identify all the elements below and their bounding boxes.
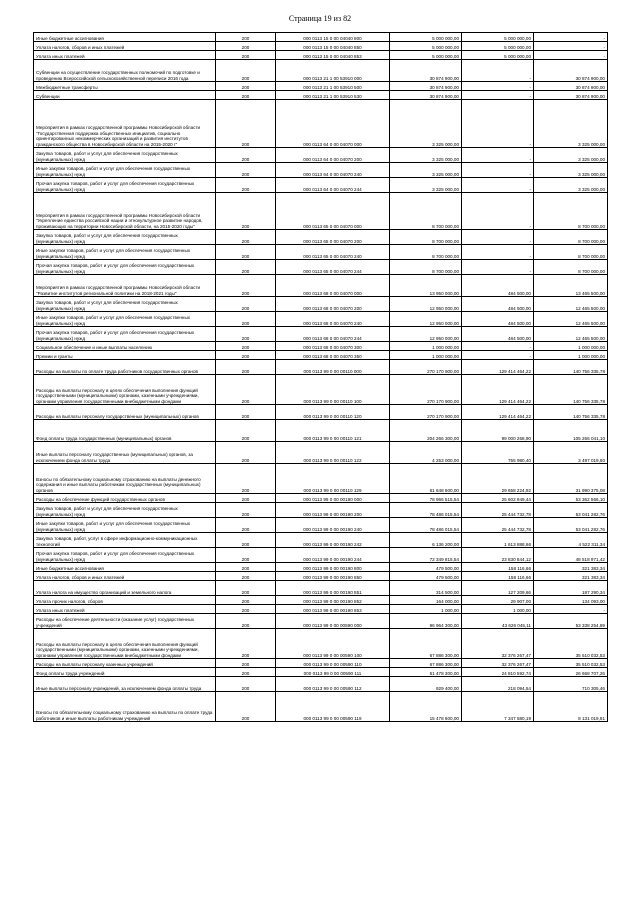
row-admin-code: 200 — [216, 100, 276, 148]
row-name: Уплата налога на имущество организаций и земельного налога — [34, 581, 216, 596]
row-classification-code: 000 0113 99 0 00 00190 200 — [276, 503, 390, 518]
table-row — [34, 572, 608, 581]
row-admin-code: 200 — [216, 342, 276, 351]
table-row — [34, 178, 608, 193]
row-remaining-amount: 321 383,34 — [534, 563, 608, 572]
row-remaining-amount: 321 383,34 — [534, 572, 608, 581]
budget-table — [33, 32, 608, 722]
row-approved-amount: 1 000,00 — [390, 605, 462, 614]
row-executed-amount: 29 907,00 — [462, 596, 534, 605]
row-name: Иные закупки товаров, работ и услуг для обеспечения государственных (муниципальных) нужд — [34, 163, 216, 178]
row-executed-amount: 23 830 844,12 — [462, 548, 534, 563]
row-name: Прочая закупка товаров, работ и услуг для обеспечения государственных (муниципальных) нужд — [34, 260, 216, 275]
row-executed-amount: 129 414 464,22 — [462, 405, 534, 420]
row-executed-amount: 99 000 268,90 — [462, 420, 534, 442]
row-name: Расходы на выплаты по оплате труда работников государственных органов — [34, 360, 216, 375]
row-remaining-amount: 35 510 032,53 — [534, 629, 608, 659]
row-remaining-amount: 187 290,34 — [534, 581, 608, 596]
table-row — [34, 420, 608, 442]
row-approved-amount: 929 400,00 — [390, 677, 462, 692]
row-name: Прочая закупка товаров, работ и услуг для обеспечения государственных (муниципальных) нужд — [34, 327, 216, 342]
row-name: Мероприятия в рамках государственной программы Новосибирской области "Развитие институтов региональной политики на 2018-2021 годы" — [34, 275, 216, 297]
row-admin-code: 200 — [216, 91, 276, 100]
row-name: Фонд оплаты труда учреждений — [34, 668, 216, 677]
table-row — [34, 548, 608, 563]
row-approved-amount: 51 478 300,00 — [390, 668, 462, 677]
row-remaining-amount: 30 874 900,00 — [534, 82, 608, 91]
row-classification-code: 000 0113 21 1 00 53910 530 — [276, 91, 390, 100]
row-approved-amount: 12 950 000,00 — [390, 312, 462, 327]
row-remaining-amount: 53 338 254,89 — [534, 614, 608, 629]
row-approved-amount: 8 700 000,00 — [390, 245, 462, 260]
table-row — [34, 360, 608, 375]
row-name: Иные закупки товаров, работ и услуг для обеспечения государственных (муниципальных) нужд — [34, 312, 216, 327]
row-remaining-amount: 710 305,46 — [534, 677, 608, 692]
table-row — [34, 33, 608, 42]
row-remaining-amount: 3 325 000,00 — [534, 148, 608, 163]
row-executed-amount: 5 000 000,00 — [462, 33, 534, 42]
row-approved-amount: 3 325 000,00 — [390, 163, 462, 178]
row-executed-amount: 1 613 888,66 — [462, 533, 534, 548]
row-classification-code: 000 0113 68 0 00 04070 000 — [276, 275, 390, 297]
row-approved-amount: 270 170 900,00 — [390, 360, 462, 375]
table-row — [34, 82, 608, 91]
row-classification-code: 000 0113 99 0 00 00110 121 — [276, 420, 390, 442]
row-approved-amount: 5 000 000,00 — [390, 42, 462, 51]
row-executed-amount: - — [462, 100, 534, 148]
row-name: Мероприятия в рамках государственной программы Новосибирской области "Укрепление единства российской нации и этнокультурное развитие народов, проживающих на территории Новосибирской области, на 2015-2020 годы" — [34, 193, 216, 230]
row-approved-amount: 61 648 600,00 — [390, 464, 462, 494]
row-admin-code: 200 — [216, 33, 276, 42]
row-remaining-amount: 31 990 375,08 — [534, 464, 608, 494]
row-remaining-amount: 12 465 500,00 — [534, 297, 608, 312]
row-admin-code: 200 — [216, 312, 276, 327]
row-executed-amount: 5 000 000,00 — [462, 51, 534, 60]
row-executed-amount: 43 626 045,11 — [462, 614, 534, 629]
row-executed-amount: - — [462, 163, 534, 178]
row-classification-code: 000 0113 64 0 00 04070 244 — [276, 178, 390, 193]
row-approved-amount: 3 325 000,00 — [390, 178, 462, 193]
row-name: Уплата иных платежей — [34, 605, 216, 614]
row-name: Иные выплаты персоналу государственных (муниципальных) органов, за исключением фонда оплаты труда — [34, 442, 216, 464]
row-admin-code: 200 — [216, 659, 276, 668]
row-approved-amount: 78 486 015,54 — [390, 503, 462, 518]
row-admin-code: 200 — [216, 629, 276, 659]
row-remaining-amount: 3 325 000,00 — [534, 100, 608, 148]
row-admin-code: 200 — [216, 163, 276, 178]
row-remaining-amount: 3 325 000,00 — [534, 178, 608, 193]
row-admin-code: 200 — [216, 327, 276, 342]
row-name: Расходы на обеспечение функций государственных органов — [34, 494, 216, 503]
row-remaining-amount: 105 266 041,10 — [534, 420, 608, 442]
row-name: Субвенции на осуществление государственных полномочий по подготовке и проведению Всероссийской сельскохозяйственной переписи 2016 года — [34, 60, 216, 82]
row-executed-amount: 24 810 592,74 — [462, 668, 534, 677]
row-remaining-amount: 35 510 032,53 — [534, 659, 608, 668]
row-admin-code: 200 — [216, 245, 276, 260]
row-name: Закупка товаров, работ и услуг для обеспечения государственных (муниципальных) нужд — [34, 503, 216, 518]
table-row — [34, 629, 608, 659]
row-executed-amount: - — [462, 148, 534, 163]
row-approved-amount: 479 500,00 — [390, 572, 462, 581]
row-classification-code: 000 0113 21 1 00 53910 500 — [276, 82, 390, 91]
row-classification-code: 000 0113 68 0 00 04070 200 — [276, 297, 390, 312]
row-name: Социальное обеспечение и иные выплаты населению — [34, 342, 216, 351]
row-remaining-amount: 30 874 900,00 — [534, 91, 608, 100]
row-classification-code: 000 0113 99 0 00 00190 244 — [276, 548, 390, 563]
row-classification-code: 000 0113 99 0 00 00190 242 — [276, 533, 390, 548]
table-row — [34, 163, 608, 178]
row-name: Иные закупки товаров, работ и услуг для обеспечения государственных (муниципальных) нужд — [34, 245, 216, 260]
row-executed-amount: 484 500,00 — [462, 312, 534, 327]
table-row — [34, 351, 608, 360]
row-remaining-amount: - — [534, 33, 608, 42]
row-approved-amount: 12 950 000,00 — [390, 327, 462, 342]
row-remaining-amount: 12 465 500,00 — [534, 312, 608, 327]
row-name: Иные бюджетные ассигнования — [34, 563, 216, 572]
row-approved-amount: 30 874 900,00 — [390, 91, 462, 100]
row-name: Премии и гранты — [34, 351, 216, 360]
row-admin-code: 200 — [216, 405, 276, 420]
row-executed-amount: - — [462, 260, 534, 275]
row-classification-code: 000 0113 68 0 00 04070 300 — [276, 342, 390, 351]
row-approved-amount: 30 874 900,00 — [390, 82, 462, 91]
row-name: Фонд оплаты труда государственных (муниципальных) органов — [34, 420, 216, 442]
row-admin-code: 200 — [216, 548, 276, 563]
row-admin-code: 200 — [216, 494, 276, 503]
row-classification-code: 000 0113 99 0 00 00190 852 — [276, 596, 390, 605]
row-admin-code: 200 — [216, 230, 276, 245]
table-row — [34, 596, 608, 605]
table-row — [34, 375, 608, 405]
row-remaining-amount: 134 093,00 — [534, 596, 608, 605]
row-remaining-amount: 4 522 311,34 — [534, 533, 608, 548]
row-approved-amount: 1 000 000,00 — [390, 351, 462, 360]
row-classification-code: 000 0113 65 0 00 04070 200 — [276, 230, 390, 245]
row-executed-amount: - — [462, 230, 534, 245]
row-remaining-amount: 8 131 019,81 — [534, 692, 608, 722]
row-executed-amount: 25 602 949,44 — [462, 494, 534, 503]
row-remaining-amount: 8 700 000,00 — [534, 230, 608, 245]
row-executed-amount: 127 209,66 — [462, 581, 534, 596]
row-admin-code: 200 — [216, 375, 276, 405]
row-approved-amount: 5 000 000,00 — [390, 51, 462, 60]
row-approved-amount: 270 170 900,00 — [390, 405, 462, 420]
row-approved-amount: 8 700 000,00 — [390, 193, 462, 230]
table-row — [34, 533, 608, 548]
row-executed-amount: 5 000 000,00 — [462, 42, 534, 51]
row-approved-amount: 204 266 300,00 — [390, 420, 462, 442]
row-classification-code: 000 0113 99 0 00 00190 853 — [276, 605, 390, 614]
row-remaining-amount: 3 497 019,60 — [534, 442, 608, 464]
row-remaining-amount: 53 041 282,76 — [534, 503, 608, 518]
row-approved-amount: 72 349 815,54 — [390, 548, 462, 563]
row-name: Закупка товаров, работ и услуг для обеспечения государственных (муниципальных) нужд — [34, 230, 216, 245]
row-classification-code: 000 0113 64 0 00 04070 000 — [276, 100, 390, 148]
row-admin-code: 200 — [216, 503, 276, 518]
row-admin-code: 200 — [216, 51, 276, 60]
row-remaining-amount: 140 756 335,78 — [534, 405, 608, 420]
row-remaining-amount: 3 325 000,00 — [534, 163, 608, 178]
row-classification-code: 000 0113 99 0 00 00190 851 — [276, 581, 390, 596]
row-approved-amount: 164 000,00 — [390, 596, 462, 605]
row-name: Взносы по обязательному социальному страхованию на выплаты денежного содержания и иные выплаты работникам государственных (муниципальных) органов — [34, 464, 216, 494]
table-row — [34, 563, 608, 572]
table-row — [34, 297, 608, 312]
row-executed-amount: 484 500,00 — [462, 275, 534, 297]
table-row — [34, 245, 608, 260]
row-name: Уплата налогов, сборов и иных платежей — [34, 572, 216, 581]
row-executed-amount: 158 116,66 — [462, 572, 534, 581]
row-admin-code: 200 — [216, 148, 276, 163]
row-executed-amount: 1 000,00 — [462, 605, 534, 614]
row-classification-code: 000 0113 68 0 00 04070 350 — [276, 351, 390, 360]
row-admin-code: 200 — [216, 178, 276, 193]
table-row — [34, 342, 608, 351]
table-row — [34, 275, 608, 297]
row-remaining-amount: - — [534, 51, 608, 60]
row-classification-code: 000 0113 99 0 00 00190 850 — [276, 572, 390, 581]
row-admin-code: 200 — [216, 82, 276, 91]
row-classification-code: 000 0113 99 0 00 00590 100 — [276, 629, 390, 659]
row-admin-code: 200 — [216, 692, 276, 722]
row-approved-amount: 8 700 000,00 — [390, 260, 462, 275]
table-row — [34, 91, 608, 100]
row-classification-code: 000 0113 21 1 00 53910 000 — [276, 60, 390, 82]
table-row — [34, 464, 608, 494]
row-executed-amount: - — [462, 342, 534, 351]
row-remaining-amount: - — [534, 42, 608, 51]
row-remaining-amount: 48 518 971,42 — [534, 548, 608, 563]
row-remaining-amount: 140 756 335,78 — [534, 360, 608, 375]
row-classification-code: 000 0113 99 0 00 00590 000 — [276, 614, 390, 629]
row-admin-code: 200 — [216, 518, 276, 533]
row-approved-amount: 6 136 200,00 — [390, 533, 462, 548]
row-remaining-amount: 30 874 900,00 — [534, 60, 608, 82]
row-approved-amount: 479 500,00 — [390, 563, 462, 572]
row-executed-amount: 484 500,00 — [462, 327, 534, 342]
table-row — [34, 581, 608, 596]
row-remaining-amount: 53 362 566,10 — [534, 494, 608, 503]
row-admin-code: 200 — [216, 193, 276, 230]
row-remaining-amount: 8 700 000,00 — [534, 260, 608, 275]
row-name: Прочая закупка товаров, работ и услуг для обеспечения государственных (муниципальных) нужд — [34, 178, 216, 193]
row-executed-amount: - — [462, 351, 534, 360]
row-admin-code: 200 — [216, 677, 276, 692]
row-admin-code: 200 — [216, 442, 276, 464]
row-classification-code: 000 0113 65 0 00 04070 244 — [276, 260, 390, 275]
row-executed-amount: 484 500,00 — [462, 297, 534, 312]
row-executed-amount: - — [462, 82, 534, 91]
row-remaining-amount: 1 000 000,00 — [534, 351, 608, 360]
row-remaining-amount: 12 465 500,00 — [534, 327, 608, 342]
row-admin-code: 200 — [216, 533, 276, 548]
table-row — [34, 659, 608, 668]
row-classification-code: 000 0113 64 0 00 04070 240 — [276, 163, 390, 178]
row-name: Мероприятия в рамках государственной программы Новосибирской области "Государственная поддержка общественных инициатив, социально ориентированных некоммерческих организаций и развития институтов гражданского общества в Новосибирской области на 2015-2020 г" — [34, 100, 216, 148]
table-row — [34, 148, 608, 163]
row-approved-amount: 1 000 000,00 — [390, 342, 462, 351]
row-remaining-amount: 53 041 282,76 — [534, 518, 608, 533]
row-approved-amount: 5 000 000,00 — [390, 33, 462, 42]
row-classification-code: 000 0113 99 0 00 00110 129 — [276, 464, 390, 494]
row-executed-amount: 7 347 580,19 — [462, 692, 534, 722]
row-executed-amount: 29 658 224,92 — [462, 464, 534, 494]
table-row — [34, 51, 608, 60]
row-admin-code: 200 — [216, 668, 276, 677]
row-name: Иные выплаты персоналу учреждений, за исключением фонда оплаты труда — [34, 677, 216, 692]
row-admin-code: 200 — [216, 563, 276, 572]
row-classification-code: 000 0113 99 0 00 00190 240 — [276, 518, 390, 533]
table-row — [34, 677, 608, 692]
row-name: Иные бюджетные ассигнования — [34, 33, 216, 42]
row-name: Закупка товаров, работ и услуг для обеспечения государственных (муниципальных) нужд — [34, 297, 216, 312]
row-admin-code: 200 — [216, 581, 276, 596]
row-executed-amount: - — [462, 245, 534, 260]
table-row — [34, 442, 608, 464]
table-row — [34, 327, 608, 342]
table-row — [34, 605, 608, 614]
table-row — [34, 60, 608, 82]
row-remaining-amount: 8 700 000,00 — [534, 245, 608, 260]
row-executed-amount: - — [462, 193, 534, 230]
row-classification-code: 000 0113 99 0 00 00190 000 — [276, 494, 390, 503]
row-admin-code: 200 — [216, 351, 276, 360]
row-admin-code: 200 — [216, 420, 276, 442]
table-row — [34, 230, 608, 245]
row-approved-amount: 78 966 515,54 — [390, 494, 462, 503]
table-row — [34, 692, 608, 722]
row-approved-amount: 3 325 000,00 — [390, 100, 462, 148]
row-executed-amount: 755 980,40 — [462, 442, 534, 464]
row-name: Иные закупки товаров, работ и услуг для обеспечения государственных (муниципальных) нужд — [34, 518, 216, 533]
row-executed-amount: - — [462, 60, 534, 82]
row-executed-amount: 25 444 732,78 — [462, 518, 534, 533]
row-classification-code: 000 0113 64 0 00 04070 200 — [276, 148, 390, 163]
row-admin-code: 200 — [216, 260, 276, 275]
row-admin-code: 200 — [216, 464, 276, 494]
row-classification-code: 000 0113 15 0 00 04040 850 — [276, 42, 390, 51]
row-classification-code: 000 0113 99 0 00 00110 122 — [276, 442, 390, 464]
row-approved-amount: 3 325 000,00 — [390, 148, 462, 163]
row-approved-amount: 8 700 000,00 — [390, 230, 462, 245]
row-classification-code: 000 0113 99 0 00 00590 110 — [276, 659, 390, 668]
table-row — [34, 503, 608, 518]
row-name: Прочая закупка товаров, работ и услуг для обеспечения государственных (муниципальных) нужд — [34, 548, 216, 563]
table-row — [34, 614, 608, 629]
row-classification-code: 000 0113 68 0 00 04070 244 — [276, 327, 390, 342]
row-executed-amount: 129 414 464,22 — [462, 375, 534, 405]
table-row — [34, 100, 608, 148]
row-approved-amount: 30 874 900,00 — [390, 60, 462, 82]
table-row — [34, 193, 608, 230]
row-classification-code: 000 0113 65 0 00 04070 240 — [276, 245, 390, 260]
table-row — [34, 518, 608, 533]
row-executed-amount: 129 414 464,22 — [462, 360, 534, 375]
row-classification-code: 000 0113 65 0 00 04070 000 — [276, 193, 390, 230]
row-name: Уплата налогов, сборов и иных платежей — [34, 42, 216, 51]
row-executed-amount: 25 444 732,78 — [462, 503, 534, 518]
row-executed-amount: 32 376 267,47 — [462, 629, 534, 659]
row-classification-code: 000 0113 99 0 00 00590 119 — [276, 692, 390, 722]
table-row — [34, 260, 608, 275]
row-classification-code: 000 0113 68 0 00 04070 240 — [276, 312, 390, 327]
row-approved-amount: 96 964 300,00 — [390, 614, 462, 629]
row-name: Взносы по обязательному социальному страхованию на выплаты по оплате труда работников и иные выплаты работникам учреждений — [34, 692, 216, 722]
table-row — [34, 494, 608, 503]
row-approved-amount: 270 170 900,00 — [390, 375, 462, 405]
row-remaining-amount: 13 465 500,00 — [534, 275, 608, 297]
table-row — [34, 42, 608, 51]
row-classification-code: 000 0113 99 0 00 00590 111 — [276, 668, 390, 677]
row-approved-amount: 78 486 015,54 — [390, 518, 462, 533]
row-executed-amount: - — [462, 91, 534, 100]
row-name: Расходы на выплаты персоналу в целях обеспечения выполнения функций государственными (муниципальными) органами, казенными учреждениями, органами управления государственными внебюджетными фондами — [34, 375, 216, 405]
row-remaining-amount: - — [534, 605, 608, 614]
row-remaining-amount: 140 756 335,78 — [534, 375, 608, 405]
row-approved-amount: 13 950 000,00 — [390, 275, 462, 297]
row-name: Закупка товаров, работ и услуг для обеспечения государственных (муниципальных) нужд — [34, 148, 216, 163]
row-approved-amount: 67 886 300,00 — [390, 629, 462, 659]
row-executed-amount: - — [462, 178, 534, 193]
row-remaining-amount: 8 700 000,00 — [534, 193, 608, 230]
row-name: Уплата иных платежей — [34, 51, 216, 60]
row-name: Субвенции — [34, 91, 216, 100]
row-admin-code: 200 — [216, 275, 276, 297]
row-admin-code: 200 — [216, 42, 276, 51]
row-name: Закупка товаров, работ, услуг в сфере информационно-коммуникационных технологий — [34, 533, 216, 548]
row-classification-code: 000 0113 15 0 00 04040 853 — [276, 51, 390, 60]
row-admin-code: 200 — [216, 596, 276, 605]
row-admin-code: 200 — [216, 60, 276, 82]
row-name: Расходы на выплаты персоналу в целях обеспечения выполнения функций государственными (муниципальными) органами, казенными учреждениями, органами управления государственными внебюджетными фондами — [34, 629, 216, 659]
row-name: Расходы на обеспечение деятельности (оказание услуг) государственных учреждений — [34, 614, 216, 629]
row-remaining-amount: 1 000 000,00 — [534, 342, 608, 351]
row-classification-code: 000 0113 99 0 00 00110 120 — [276, 405, 390, 420]
row-name: Расходы на выплаты персоналу государственных (муниципальных) органов — [34, 405, 216, 420]
row-approved-amount: 67 886 300,00 — [390, 659, 462, 668]
row-executed-amount: 218 094,54 — [462, 677, 534, 692]
row-approved-amount: 4 253 000,00 — [390, 442, 462, 464]
row-approved-amount: 12 950 000,00 — [390, 297, 462, 312]
row-name: Расходы на выплаты персоналу казенных учреждений — [34, 659, 216, 668]
page-header: Страница 19 из 82 — [288, 14, 352, 23]
row-name: Уплата прочих налогов, сборов — [34, 596, 216, 605]
table-row — [34, 312, 608, 327]
row-executed-amount: 32 376 267,47 — [462, 659, 534, 668]
table-row — [34, 405, 608, 420]
row-approved-amount: 15 478 600,00 — [390, 692, 462, 722]
row-admin-code: 200 — [216, 605, 276, 614]
row-approved-amount: 314 500,00 — [390, 581, 462, 596]
row-name: Межбюджетные трансферты — [34, 82, 216, 91]
row-classification-code: 000 0113 99 0 00 00110 000 — [276, 360, 390, 375]
row-remaining-amount: 26 668 707,26 — [534, 668, 608, 677]
row-classification-code: 000 0113 15 0 00 04040 800 — [276, 33, 390, 42]
row-admin-code: 200 — [216, 614, 276, 629]
row-classification-code: 000 0113 99 0 00 00590 112 — [276, 677, 390, 692]
row-classification-code: 000 0113 99 0 00 00110 100 — [276, 375, 390, 405]
row-executed-amount: 158 116,66 — [462, 563, 534, 572]
row-admin-code: 200 — [216, 572, 276, 581]
table-row — [34, 668, 608, 677]
row-admin-code: 200 — [216, 297, 276, 312]
row-admin-code: 200 — [216, 360, 276, 375]
row-classification-code: 000 0113 99 0 00 00190 800 — [276, 563, 390, 572]
